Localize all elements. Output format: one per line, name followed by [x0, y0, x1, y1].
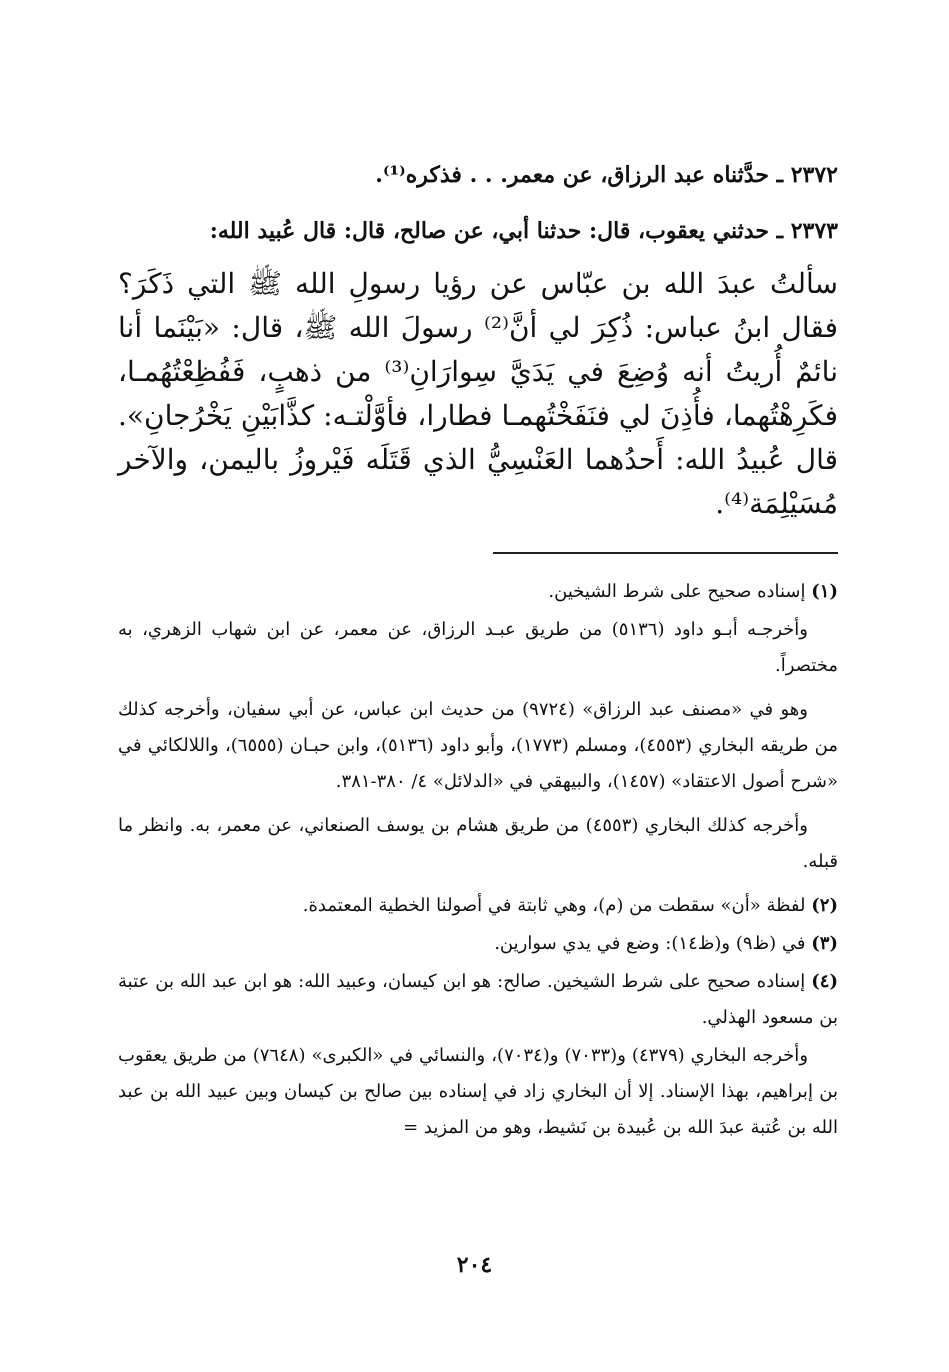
hadith-text: ـ حدَّثناه عبد الرزاق، عن معمر. . . فذكره⁽¹⁾.: [375, 162, 784, 188]
hadith-number: ٢٣٧٣: [790, 218, 838, 244]
page-content: [118, 158, 838, 1154]
footnote-label: (٤): [811, 971, 838, 992]
footnote-label: (٣): [811, 933, 838, 954]
footnote-text: في (ظ٩) و(ظ١٤): وضع في يدي سوارين.: [494, 933, 806, 954]
footnote-2: [118, 888, 838, 924]
footnote-separator: [493, 552, 838, 554]
footnotes: [118, 574, 838, 1146]
hadith-2373-matn: سألتُ عبدَ الله بن عبّاس عن رؤيا رسولِ الله ﷺ التي ذَكَرَ؟ فقال ابنُ عباس: ذُكِرَ لي أنَّ⁽²⁾ رسولَ الله ﷺ، قال: «بَيْنَما أنا نائمٌ أُريتُ أنه وُضِعَ في يَدَيَّ سِوارَانِ⁽³⁾ من ذهبٍ، فَفُظِعْتُهُمـا، فكَرِهْتُهما، فأُذِنَ لي فنَفَخْتُهمـا فطارا، فأوَّلْتـه: كذَّابَيْنِ يَخْرُجانِ». قال عُبيدُ الله: أَحدُهما العَنْسِيُّ الذي قَتَلَه فَيْروزُ باليمن، والآخر مُسَيْلِمَة⁽⁴⁾.: [118, 267, 838, 520]
page-number: ٢٠٤: [456, 1252, 493, 1278]
hadith-isnad: ـ حدثني يعقوب، قال: حدثنا أبي، عن صالح، قال: قال عُبيد الله:: [209, 218, 784, 244]
footnote-1-paragraph: وهو في «مصنف عبد الرزاق» (٩٧٢٤) من حديث ابن عباس، عن أبي سفيان، وأخرجه كذلك من طريقه البخاري (٤٥٥٣)، ومسلم (١٧٧٣)، وأبو داود (٥١٣٦)، وابن حبـان (٦٥٥٥)، واللالكائي في «شرح أصول الاعتقاد» (١٤٥٧)، والبيهقي في «الدلائل» ٤/ ٣٨٠-٣٨١.: [118, 699, 838, 792]
footnote-4-paragraph: وأخرجه البخاري (٤٣٧٩) و(٧٠٣٣) و(٧٠٣٤)، والنسائي في «الكبرى» (٧٦٤٨) من طريق يعقوب بن إبراهيم، بهذا الإسناد. إلا أن البخاري زاد في إسناده بين صالح بن كيسان وبين عبيد الله بن عبد الله بن عُتبة عبدَ الله بن عُبيدة بن نَشيط، وهو من المزيد =: [118, 1045, 838, 1138]
hadith-number: ٢٣٧٢: [790, 162, 838, 188]
footnote-1-paragraph: وأخرجه كذلك البخاري (٤٥٥٣) من طريق هشام بن يوسف الصنعاني، عن معمر، به. وانظر ما قبله.: [118, 815, 838, 872]
footnote-label: (١): [811, 581, 838, 602]
hadith-2372: [118, 158, 838, 192]
footnote-text: إسناده صحيح على شرط الشيخين. صالح: هو ابن كيسان، وعبيد الله: هو ابن عبد الله بن عتبة بن مسعود الهذلي.: [118, 971, 838, 1028]
footnote-text: إسناده صحيح على شرط الشيخين.: [548, 581, 806, 602]
footnote-label: (٢): [811, 895, 838, 916]
footnote-1: [118, 574, 838, 610]
footnote-4: [118, 964, 838, 1036]
footnote-text: لفظة «أن» سقطت من (م)، وهي ثابتة في أصولنا الخطية المعتمدة.: [302, 895, 806, 916]
footnote-3: [118, 926, 838, 962]
footnote-1-paragraph: وأخرجـه أبـو داود (٥١٣٦) من طريق عبـد الرزاق، عن معمر، عن ابن شهاب الزهري، به مختصراً.: [118, 619, 838, 676]
hadith-2373-isnad: [118, 214, 838, 248]
